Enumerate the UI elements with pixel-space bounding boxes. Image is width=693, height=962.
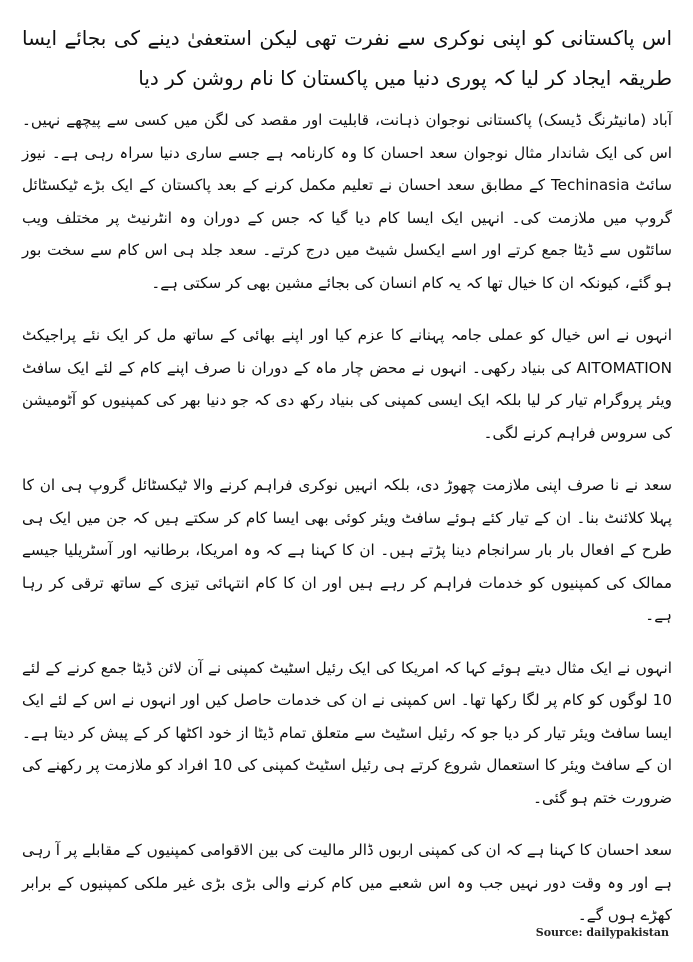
article-paragraph-1: آباد (مانیٹرنگ ڈیسک) پاکستانی نوجوان ذہانت، قابلیت اور مقصد کی لگن میں کسی سے پیچھے نہیں۔ اس کی ایک شاندار مثال نوجوان سعد احسان کا وہ کارنامہ ہے جسے ساری دنیا سراہ رہی ہے۔ نیوز سائٹ Techinasia کے مطابق سعد احسان نے تعلیم مکمل کرنے کے بعد پاکستان کے ایک بڑے ٹیکسٹائل گروپ میں ملازمت کی۔ انہیں ایک ایسا کام دیا گیا کہ جس کے دوران وہ انٹرنیٹ پر مختلف ویب سائٹوں سے ڈیٹا جمع کرتے اور اسے ایکسل شیٹ میں درج کرتے۔ سعد جلد ہی اس کام سے سخت بور ہو گئے، کیونکہ ان کا خیال تھا کہ یہ کام انسان کی بجائے مشین بھی کر سکتی ہے۔ bbox=[22, 111, 672, 292]
article-paragraph-4: انہوں نے ایک مثال دیتے ہوئے کہا کہ امریکا کی ایک رئیل اسٹیٹ کمپنی نے آن لائن ڈیٹا جمع کرنے کے لئے 10 لوگوں کو کام پر لگا رکھا تھا۔ اس کمپنی نے ان کی خدمات حاصل کیں اور انہوں نے اس کے لئے ایک ایسا سافٹ ویئر تیار کر دیا جو کہ رئیل اسٹیٹ سے متعلق تمام ڈیٹا از خود اکٹھا کر کے پیش کر دیتا ہے۔ ان کے سافٹ ویئر کا استعمال شروع کرتے ہی رئیل اسٹیٹ کمپنی کی 10 افراد کو ملازمت پر رکھنے کی ضرورت ختم ہو گئی۔ bbox=[22, 658, 672, 807]
article-paragraph-3: سعد نے نا صرف اپنی ملازمت چھوڑ دی، بلکہ انہیں نوکری فراہم کرنے والا ٹیکسٹائل گروپ ہی ان کا پہلا کلائنٹ بنا۔ ان کے تیار کئے ہوئے سافٹ ویئر کوئی بھی ایسا کام کر سکتے ہیں کہ جن میں ایک ہی طرح کے افعال بار بار سرانجام دینا پڑتے ہیں۔ ان کا کہنا ہے کہ وہ امریکا، برطانیہ اور آسٹریلیا جیسے ممالک کی کمپنیوں کو خدمات فراہم کر رہے ہیں اور ان کا کام انتہائی تیزی کے ساتھ ترقی کر رہا ہے۔ bbox=[22, 476, 672, 624]
article-paragraph-5: سعد احسان کا کہنا ہے کہ ان کی کمپنی اربوں ڈالر مالیت کی بین الاقوامی کمپنیوں کے مقابلے پر آ رہی ہے اور وہ وقت دور نہیں جب وہ اس شعبے میں کام کرنے والی بڑی بڑی غیر ملکی کمپنیوں کے برابر کھڑے ہوں گے۔ bbox=[22, 841, 672, 924]
article-headline: اس پاکستانی کو اپنی نوکری سے نفرت تھی لیکن استعفیٰ دینے کی بجائے ایسا طریقہ ایجاد کر لیا کہ پوری دنیا میں پاکستان کا نام روشن کر دیا bbox=[22, 26, 672, 90]
article-paragraph-2: انہوں نے اس خیال کو عملی جامہ پہنانے کا عزم کیا اور اپنے بھائی کے ساتھ مل کر ایک نئے پراجیکٹ AITOMATION کی بنیاد رکھی۔ انہوں نے محض چار ماہ کے دوران نا صرف اپنے کام کے لئے ایک سافٹ ویئر پروگرام تیار کر لیا بلکہ ایک ایسی کمپنی کی بنیاد رکھ دی کہ جو دنیا بھر کی کمپنیوں کو آٹومیشن کی سروس فراہم کرنے لگی۔ bbox=[22, 326, 672, 442]
source-credit: Source: dailypakistan bbox=[535, 926, 669, 939]
article bbox=[22, 18, 672, 952]
